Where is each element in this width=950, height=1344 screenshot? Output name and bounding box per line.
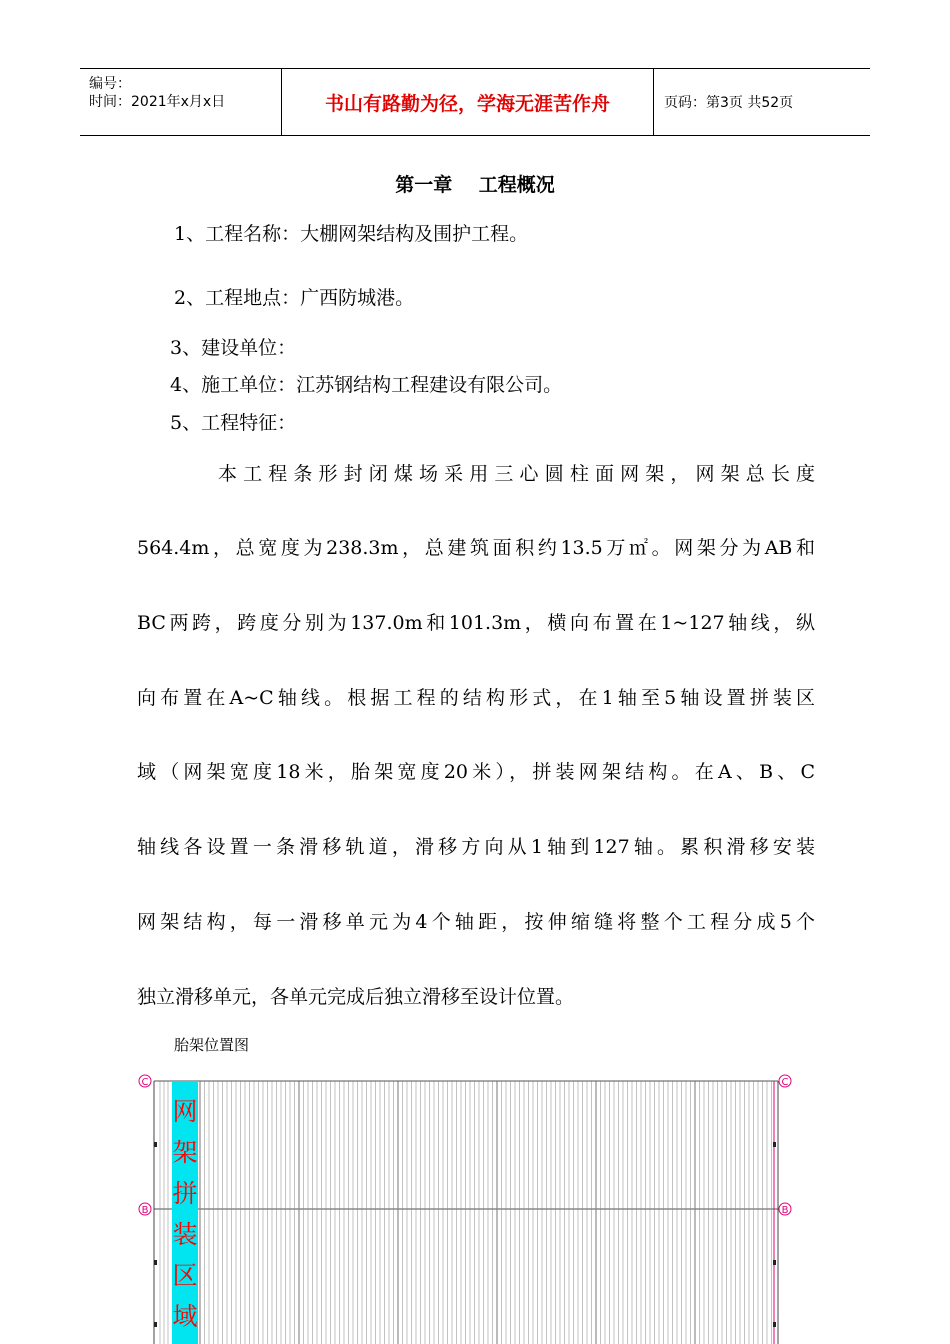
paragraph-line: BC两跨，跨度分别为137.0m和101.3m，横向布置在1~127轴线，纵 bbox=[137, 612, 815, 634]
item-features: 5、工程特征： bbox=[170, 412, 297, 434]
edge-tick bbox=[773, 1322, 776, 1327]
edge-tick bbox=[154, 1322, 157, 1327]
header-info-cell bbox=[80, 69, 282, 135]
zone-label-char: 区 bbox=[172, 1261, 198, 1290]
edge-tick bbox=[773, 1142, 776, 1147]
zone-label-char: 域 bbox=[172, 1302, 198, 1331]
paragraph-line: 564.4m，总宽度为238.3m，总建筑面积约13.5万㎡。网架分为AB和 bbox=[137, 537, 815, 559]
axis-label-b: B bbox=[141, 1205, 149, 1216]
edge-tick bbox=[773, 1260, 776, 1265]
axis-label-c: C bbox=[781, 1077, 789, 1088]
edge-tick bbox=[154, 1260, 157, 1265]
zone-label-char: 网 bbox=[172, 1097, 198, 1126]
axis-marker-b-right bbox=[779, 1203, 791, 1216]
zone-label-char: 装 bbox=[172, 1220, 198, 1249]
document-date: 时间：2021年x月x日 bbox=[89, 94, 226, 110]
paragraph-line: 独立滑移单元，各单元完成后独立滑移至设计位置。 bbox=[137, 986, 575, 1008]
page-number: 页码：第3页 共52页 bbox=[664, 95, 794, 111]
paragraph-line: 向布置在A~C轴线。根据工程的结构形式，在1轴至5轴设置拼装区 bbox=[137, 687, 815, 709]
paragraph-line: 本工程条形封闭煤场采用三心圆柱面网架，网架总长度 bbox=[218, 463, 815, 485]
chapter-title: 第一章 工程概况 bbox=[395, 174, 555, 196]
item-project-location: 2、工程地点：广西防城港。 bbox=[174, 287, 415, 309]
document-number: 编号： bbox=[89, 76, 131, 92]
axis-grid-lines bbox=[160, 1081, 772, 1344]
page-header bbox=[80, 68, 870, 136]
figure-caption: 胎架位置图 bbox=[174, 1036, 250, 1054]
axis-label-c: C bbox=[141, 1077, 149, 1088]
axis-marker-c-left bbox=[139, 1075, 151, 1088]
axis-marker-b-left bbox=[139, 1203, 151, 1216]
item-client: 3、建设单位： bbox=[170, 337, 297, 359]
paragraph-line: 域（网架宽度18米，胎架宽度20米），拼装网架结构。在A、B、C bbox=[137, 761, 815, 783]
frame-position-drawing bbox=[132, 1064, 802, 1344]
item-project-name: 1、工程名称：大棚网架结构及围护工程。 bbox=[174, 223, 529, 245]
axis-label-b: B bbox=[781, 1205, 789, 1216]
zone-label-char: 拼 bbox=[172, 1179, 198, 1208]
header-motto: 书山有路勤为径，学海无涯苦作舟 bbox=[282, 69, 654, 135]
paragraph-line: 网架结构，每一滑移单元为4个轴距，按伸缩缝将整个工程分成5个 bbox=[137, 911, 815, 933]
paragraph-line: 轴线各设置一条滑移轨道，滑移方向从1轴到127轴。累积滑移安装 bbox=[137, 836, 815, 858]
item-contractor: 4、施工单位：江苏钢结构工程建设有限公司。 bbox=[170, 374, 563, 396]
zone-label-char: 架 bbox=[172, 1138, 198, 1167]
axis-marker-c-right bbox=[778, 1075, 791, 1088]
edge-tick bbox=[154, 1142, 157, 1147]
